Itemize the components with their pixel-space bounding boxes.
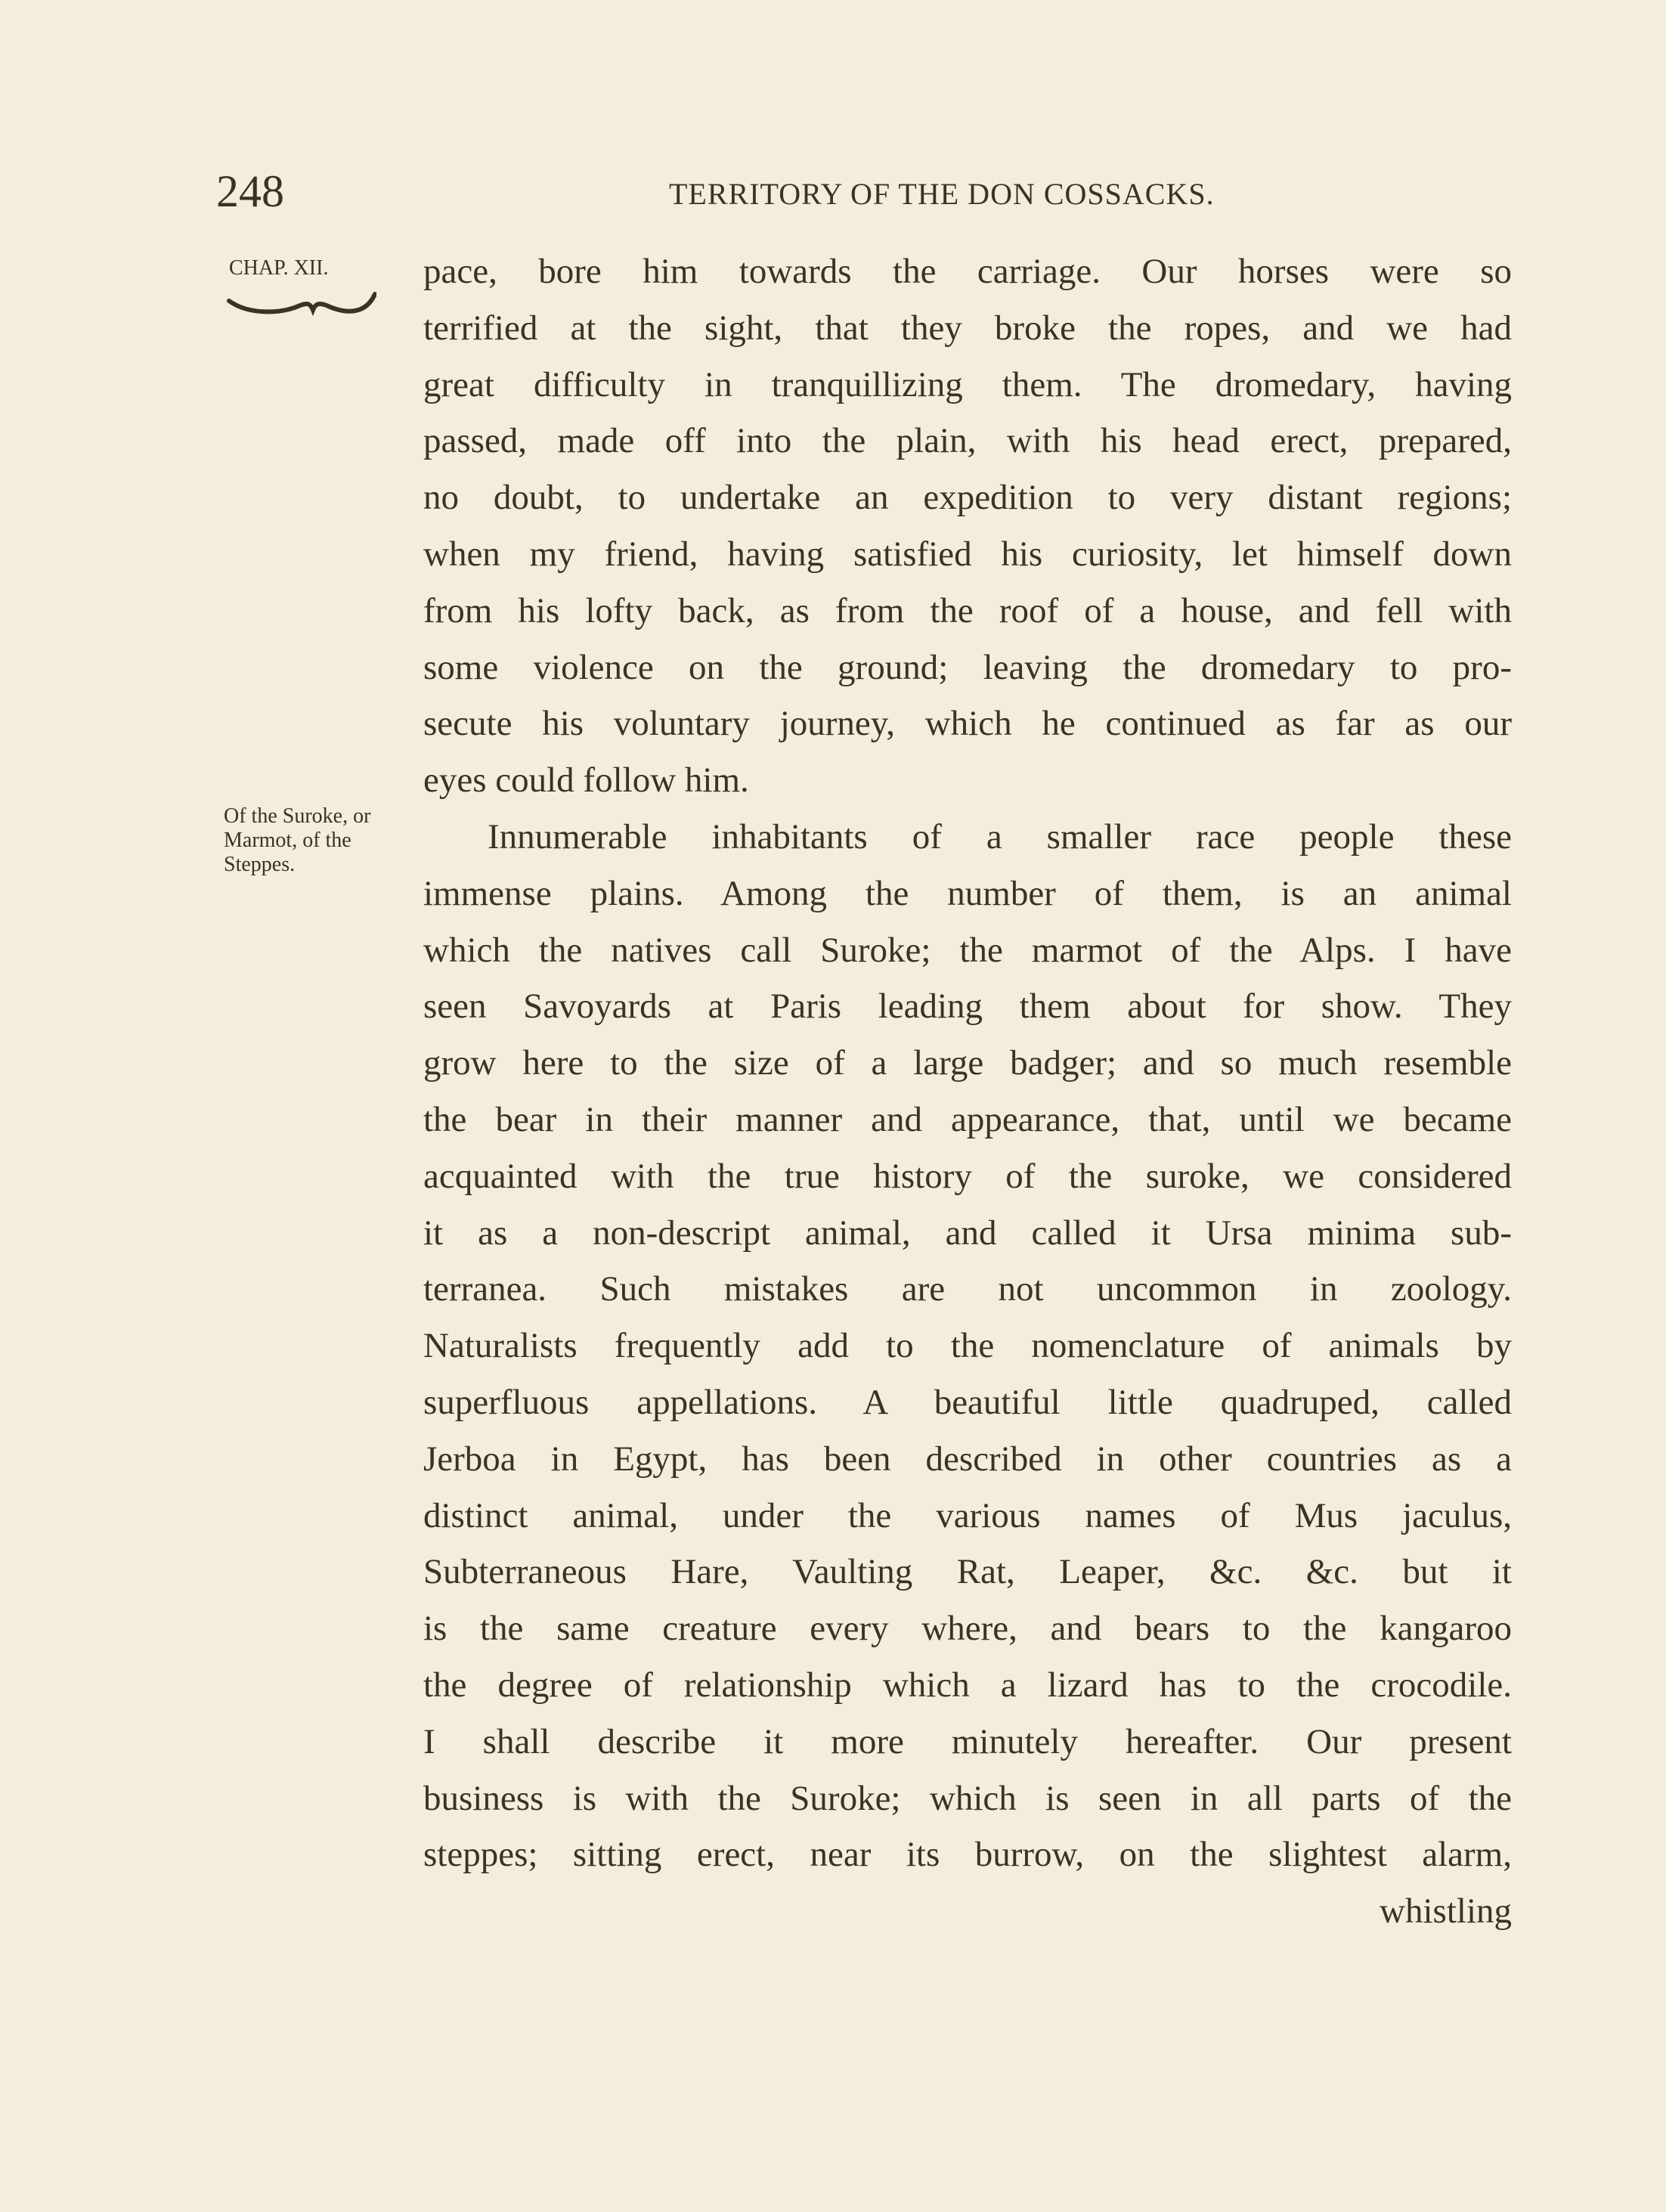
- text-line: business is with the Suroke; which is seen in all parts of the: [423, 1778, 1512, 1818]
- text-line: some violence on the ground; leaving the dromedary to pro-: [423, 647, 1512, 687]
- text-line: pace, bore him towards the carriage. Our horses were so: [423, 252, 1512, 291]
- text-line: the degree of relationship which a lizard has to the crocodile.: [423, 1665, 1512, 1705]
- text-line: Jerboa in Egypt, has been described in other countries as a: [423, 1439, 1512, 1479]
- page-number: 248: [216, 166, 284, 216]
- marginal-note: Of the Suroke, or Marmot, of the Steppes.: [224, 804, 371, 876]
- text-line: seen Savoyards at Paris leading them about for show. They: [423, 987, 1512, 1027]
- text-line: terranea. Such mistakes are not uncommon in zoology.: [423, 1269, 1512, 1309]
- text-line: Naturalists frequently add to the nomenclature of animals by: [423, 1326, 1512, 1366]
- text-line: acquainted with the true history of the suroke, we considered: [423, 1156, 1512, 1196]
- body-text: [423, 243, 1512, 1940]
- text-line: Innumerable inhabitants of a smaller race people these: [488, 816, 1512, 857]
- brace-ornament: [227, 290, 376, 328]
- text-line: it as a non-descript animal, and called it Ursa minima sub-: [423, 1213, 1512, 1253]
- text-line: superfluous appellations. A beautiful little quadruped, called: [423, 1382, 1512, 1422]
- text-line: no doubt, to undertake an expedition to very distant regions;: [423, 478, 1512, 518]
- text-line: grow here to the size of a large badger; and so much resemble: [423, 1043, 1512, 1083]
- text-line: immense plains. Among the number of them, is an animal: [423, 873, 1512, 913]
- text-line: when my friend, having satisfied his curiosity, let himself down: [423, 534, 1512, 574]
- text-line: the bear in their manner and appearance, that, until we became: [423, 1099, 1512, 1139]
- text-line: distinct animal, under the various names of Mus jaculus,: [423, 1495, 1512, 1535]
- text-line: eyes could follow him.: [423, 761, 749, 801]
- text-line: great difficulty in tranquillizing them. The dromedary, having: [423, 364, 1512, 404]
- text-line: I shall describe it more minutely hereafter. Our present: [423, 1721, 1512, 1761]
- text-line: from his lofty back, as from the roof of a house, and fell with: [423, 590, 1512, 630]
- text-line: is the same creature every where, and bears to the kangaroo: [423, 1609, 1512, 1649]
- text-line: passed, made off into the plain, with his head erect, prepared,: [423, 421, 1512, 461]
- catchword: whistling: [1380, 1891, 1512, 1932]
- running-title: TERRITORY OF THE DON COSSACKS.: [669, 177, 1215, 211]
- text-line: which the natives call Suroke; the marmot of the Alps. I have: [423, 930, 1512, 970]
- text-line: Subterraneous Hare, Vaulting Rat, Leaper, &c. &c. but it: [423, 1552, 1512, 1592]
- chapter-label: CHAP. XII.: [229, 256, 329, 280]
- text-line: steppes; sitting erect, near its burrow, on the slightest alarm,: [423, 1835, 1512, 1875]
- text-line: secute his voluntary journey, which he continued as far as our: [423, 704, 1512, 744]
- text-line: terrified at the sight, that they broke the ropes, and we had: [423, 308, 1512, 348]
